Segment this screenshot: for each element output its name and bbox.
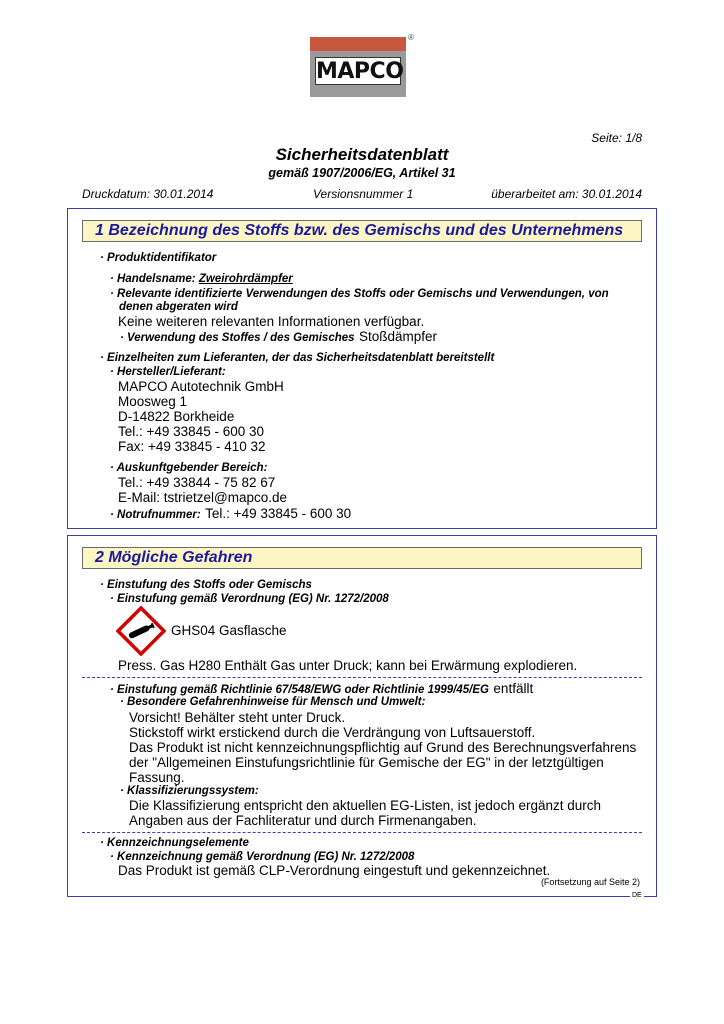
supplier-details-label: · Einzelheiten zum Lieferanten, der das Sicherheitsdatenblatt bereitstellt: [100, 352, 495, 364]
trade-name-label: · Handelsname:: [110, 273, 196, 285]
emergency-value: Tel.: +49 33845 - 600 30: [205, 506, 352, 521]
emergency-number: [110, 505, 351, 523]
section-1-heading: 1 Bezeichnung des Stoffs bzw. des Gemischs und des Unternehmens: [82, 220, 642, 242]
revision-date: überarbeitet am: 30.01.2014: [491, 187, 642, 201]
document-subtitle: gemäß 1907/2006/EG, Artikel 31: [268, 166, 456, 180]
info-phone: Tel.: +49 33844 - 75 82 67: [118, 475, 276, 490]
ghs04-gas-cylinder-icon: [116, 606, 166, 656]
relevant-uses-label-1: · Relevante identifizierte Verwendungen des Stoffs oder Gemischs und Verwendungen, von: [110, 288, 609, 300]
relevant-uses-text: Keine weiteren relevanten Informationen verfügbar.: [118, 314, 425, 329]
document-title: Sicherheitsdatenblatt: [275, 145, 449, 164]
label-text: Das Produkt ist gemäß CLP-Verordnung eingestuft und gekennzeichnet.: [118, 863, 551, 878]
product-identifier-label: · Produktidentifikator: [100, 252, 217, 264]
directive-value: entfällt: [493, 681, 534, 696]
relevant-uses-label-2: denen abgeraten wird: [119, 301, 238, 313]
classification-system-line: Angaben aus der Fachliteratur und durch Firmenangaben.: [129, 813, 477, 828]
trade-name-value: Zweirohrdämpfer: [198, 273, 293, 285]
classification-label: · Einstufung des Stoffs oder Gemischs: [100, 579, 312, 591]
classification-system-label: · Klassifizierungssystem:: [120, 785, 259, 797]
info-email: E-Mail: tstrietzel@mapco.de: [118, 490, 288, 505]
label-regulation-label: · Kennzeichnung gemäß Verordnung (EG) Nr. 1272/2008: [110, 851, 415, 863]
registered-mark: ®: [408, 33, 414, 42]
special-hazards-line: Das Produkt ist nicht kennzeichnungspflichtig auf Grund des Berechnungsverfahrens: [129, 740, 637, 755]
continuation-note: (Fortsetzung auf Seite 2): [540, 877, 640, 887]
use-of-substance: [120, 328, 437, 346]
ghs-label: GHS04 Gasflasche: [171, 623, 287, 638]
info-department-label: · Auskunftgebender Bereich:: [110, 462, 268, 474]
emergency-label: · Notrufnummer:: [110, 509, 201, 521]
dashed-separator: [82, 677, 642, 678]
use-label: · Verwendung des Stoffes / des Gemisches: [120, 332, 355, 344]
classification-regulation-label: · Einstufung gemäß Verordnung (EG) Nr. 1272/2008: [110, 593, 389, 605]
special-hazards-line: Fassung.: [129, 770, 185, 785]
classification-system-line: Die Klassifizierung entspricht den aktuellen EG-Listen, ist jedoch ergänzt durch: [129, 798, 601, 813]
special-hazards-line: Stickstoff wirkt erstickend durch die Verdrängung von Luftsauerstoff.: [129, 725, 536, 740]
trade-name: [110, 272, 293, 286]
manufacturer-line: D-14822 Borkheide: [118, 409, 235, 424]
manufacturer-label: · Hersteller/Lieferant:: [110, 366, 226, 378]
mapco-logo: [310, 37, 406, 97]
logo-text: MAPCO: [316, 59, 404, 84]
language-code: DE: [632, 892, 642, 899]
dashed-separator: [82, 832, 642, 833]
logo-plate: [315, 57, 404, 85]
manufacturer-line: MAPCO Autotechnik GmbH: [118, 379, 284, 394]
hazard-statement: Press. Gas H280 Enthält Gas unter Druck; kann bei Erwärmung explodieren.: [118, 658, 578, 673]
manufacturer-line: Fax: +49 33845 - 410 32: [118, 439, 266, 454]
version-number: Versionsnummer 1: [313, 187, 414, 201]
logo-red-band: [310, 37, 406, 51]
special-hazards-line: der "Allgemeinen Einstufungsrichtlinie für Gemische der EG" in der letztgültigen: [129, 755, 604, 770]
manufacturer-line: Tel.: +49 33845 - 600 30: [118, 424, 264, 439]
directive-label: · Einstufung gemäß Richtlinie 67/548/EWG oder Richtlinie 1999/45/EG: [110, 684, 489, 696]
special-hazards-line: Vorsicht! Behälter steht unter Druck.: [129, 710, 346, 725]
special-hazards-label: · Besondere Gefahrenhinweise für Mensch und Umwelt:: [120, 696, 426, 708]
page-number: Seite: 1/8: [591, 131, 642, 145]
section-2-heading: 2 Mögliche Gefahren: [82, 547, 642, 569]
use-value: Stoßdämpfer: [359, 329, 438, 344]
manufacturer-line: Moosweg 1: [118, 394, 188, 409]
print-date: Druckdatum: 30.01.2014: [82, 187, 214, 201]
label-elements-label: · Kennzeichnungselemente: [100, 837, 249, 849]
